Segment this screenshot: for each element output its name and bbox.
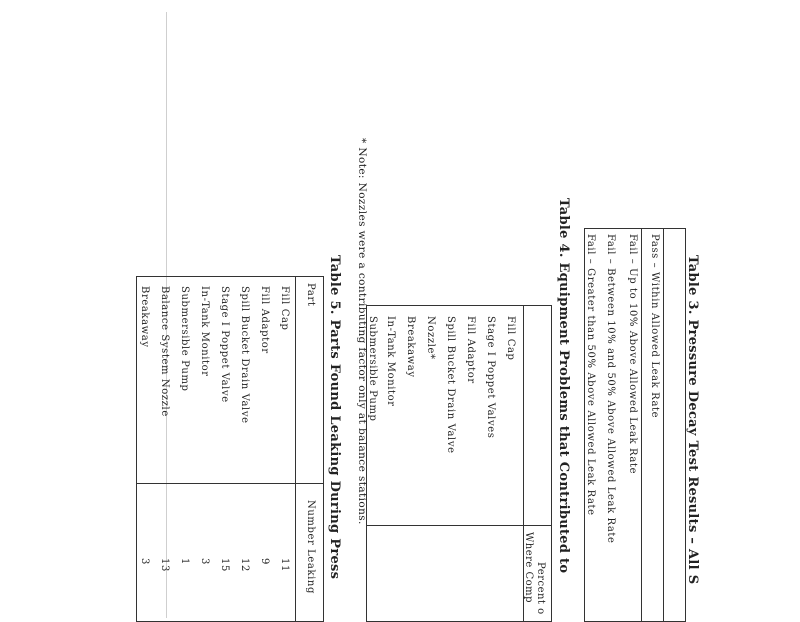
table4-row-poppet: Stage I Poppet Valves xyxy=(485,316,496,439)
table3-row-3: Fail – Between 10% and 50% Above Allowed Leak Rate xyxy=(605,234,616,544)
table5-row-count: 9 xyxy=(259,558,270,565)
table4-footnote: * Note: Nozzles were a contributing factor only at balance stations. xyxy=(356,138,368,525)
table4-title: Table 4. Equipment Problems that Contributed to xyxy=(556,198,571,574)
table5-row-part: Submersible Pump xyxy=(179,286,190,392)
table3-row-2: Fail – Up to 10% Above Allowed Leak Rate xyxy=(627,234,638,475)
table4-row-in-tank-monitor: In-Tank Monitor xyxy=(385,316,396,407)
table4-row-fill-adaptor: Fill Adaptor xyxy=(465,316,476,384)
table4-row-fill-cap: Fill Cap xyxy=(505,316,516,361)
table5-row-part: Fill Cap xyxy=(279,286,290,331)
table5-title: Table 5. Parts Found Leaking During Press xyxy=(327,255,342,580)
table5-row-count: 15 xyxy=(219,558,230,572)
table5-row-count: 11 xyxy=(279,558,290,572)
table5-row-count: 3 xyxy=(139,558,150,565)
table5-row-part: Stage I Poppet Valve xyxy=(219,286,230,403)
table3-row-1: Pass – Within Allowed Leak Rate xyxy=(649,234,660,419)
table5-row-part: Balance System Nozzle xyxy=(159,286,170,417)
table5-row-count: 12 xyxy=(239,558,250,572)
table4-header-line2: Where Comp xyxy=(523,532,534,604)
table4-header-line1: Percent o xyxy=(535,562,546,615)
table5-row-part: Breakaway xyxy=(139,286,150,348)
table4-row-spill-bucket: Spill Bucket Drain Valve xyxy=(445,316,456,454)
table3-title: Table 3. Pressure Decay Test Results – All S xyxy=(685,255,700,585)
table5-header-part: Part xyxy=(305,283,316,307)
table5-row-part: In-Tank Monitor xyxy=(199,286,210,377)
table5-row-count: 3 xyxy=(199,558,210,565)
table5-row-count: 13 xyxy=(159,558,170,572)
table4-row-breakaway: Breakaway xyxy=(405,316,416,378)
table5-row-part: Spill Bucket Drain Valve xyxy=(239,286,250,424)
table5-row-part: Fill Adaptor xyxy=(259,286,270,354)
table5-row-count: 1 xyxy=(179,558,190,565)
table3-row-4: Fail – Greater than 50% Above Allowed Leak Rate xyxy=(585,234,596,516)
table4-row-nozzle: Nozzle* xyxy=(425,316,436,360)
table5-header-number-leaking: Number Leaking xyxy=(305,500,316,594)
table4-row-submersible-pump: Submersible Pump xyxy=(367,316,378,422)
